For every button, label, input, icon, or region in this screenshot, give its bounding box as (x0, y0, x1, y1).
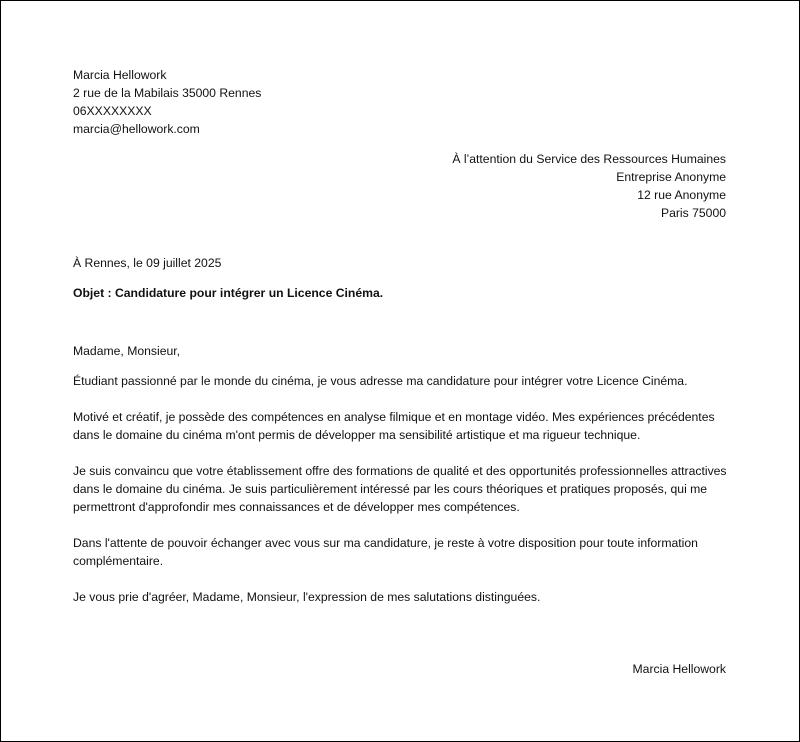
paragraph-intro: Étudiant passionné par le monde du cinéma, je vous adresse ma candidature pour intégrer votre Licence Cinéma. (73, 374, 688, 388)
paragraph-closing: Je vous prie d'agréer, Madame, Monsieur, l'expression de mes salutations distinguées. (73, 590, 541, 604)
recipient-city: Paris 75000 (660, 206, 726, 220)
letter-signature: Marcia Hellowork (632, 662, 726, 676)
sender-block (73, 66, 433, 138)
paragraph-motivation: Je suis convaincu que votre établissement offre des formations de qualité et des opportunités professionnelles attractives dans le domaine du cinéma. Je suis particulièrement intéressé par les cours théoriques et pratiques proposés, qui me permettront d'approfondir mes connaissances et de développer mes compétences. (73, 464, 727, 514)
sender-phone: 06XXXXXXXX (73, 104, 152, 118)
letter-greeting: Madame, Monsieur, (73, 344, 181, 358)
sender-address: 2 rue de la Mabilais 35000 Rennes (73, 86, 262, 100)
paragraph-skills: Motivé et créatif, je possède des compétences en analyse filmique et en montage vidéo. Mes expériences précédentes dans le domaine du cinéma m'ont permis de développer ma sensibilité artistique et ma rigueur technique. (73, 410, 715, 442)
recipient-attention: À l’attention du Service des Ressources Humaines (452, 152, 726, 166)
letter-body (73, 342, 733, 624)
sender-name: Marcia Hellowork (73, 68, 167, 82)
recipient-company: Entreprise Anonyme (616, 170, 726, 184)
recipient-block (326, 150, 726, 222)
paragraph-availability: Dans l'attente de pouvoir échanger avec vous sur ma candidature, je reste à votre disposition pour toute information complémentaire. (73, 536, 698, 568)
recipient-street: 12 rue Anonyme (637, 188, 726, 202)
letter-date: À Rennes, le 09 juillet 2025 (73, 256, 222, 270)
sender-email: marcia@hellowork.com (73, 122, 200, 136)
letter-subject: Objet : Candidature pour intégrer un Licence Cinéma. (73, 286, 384, 300)
